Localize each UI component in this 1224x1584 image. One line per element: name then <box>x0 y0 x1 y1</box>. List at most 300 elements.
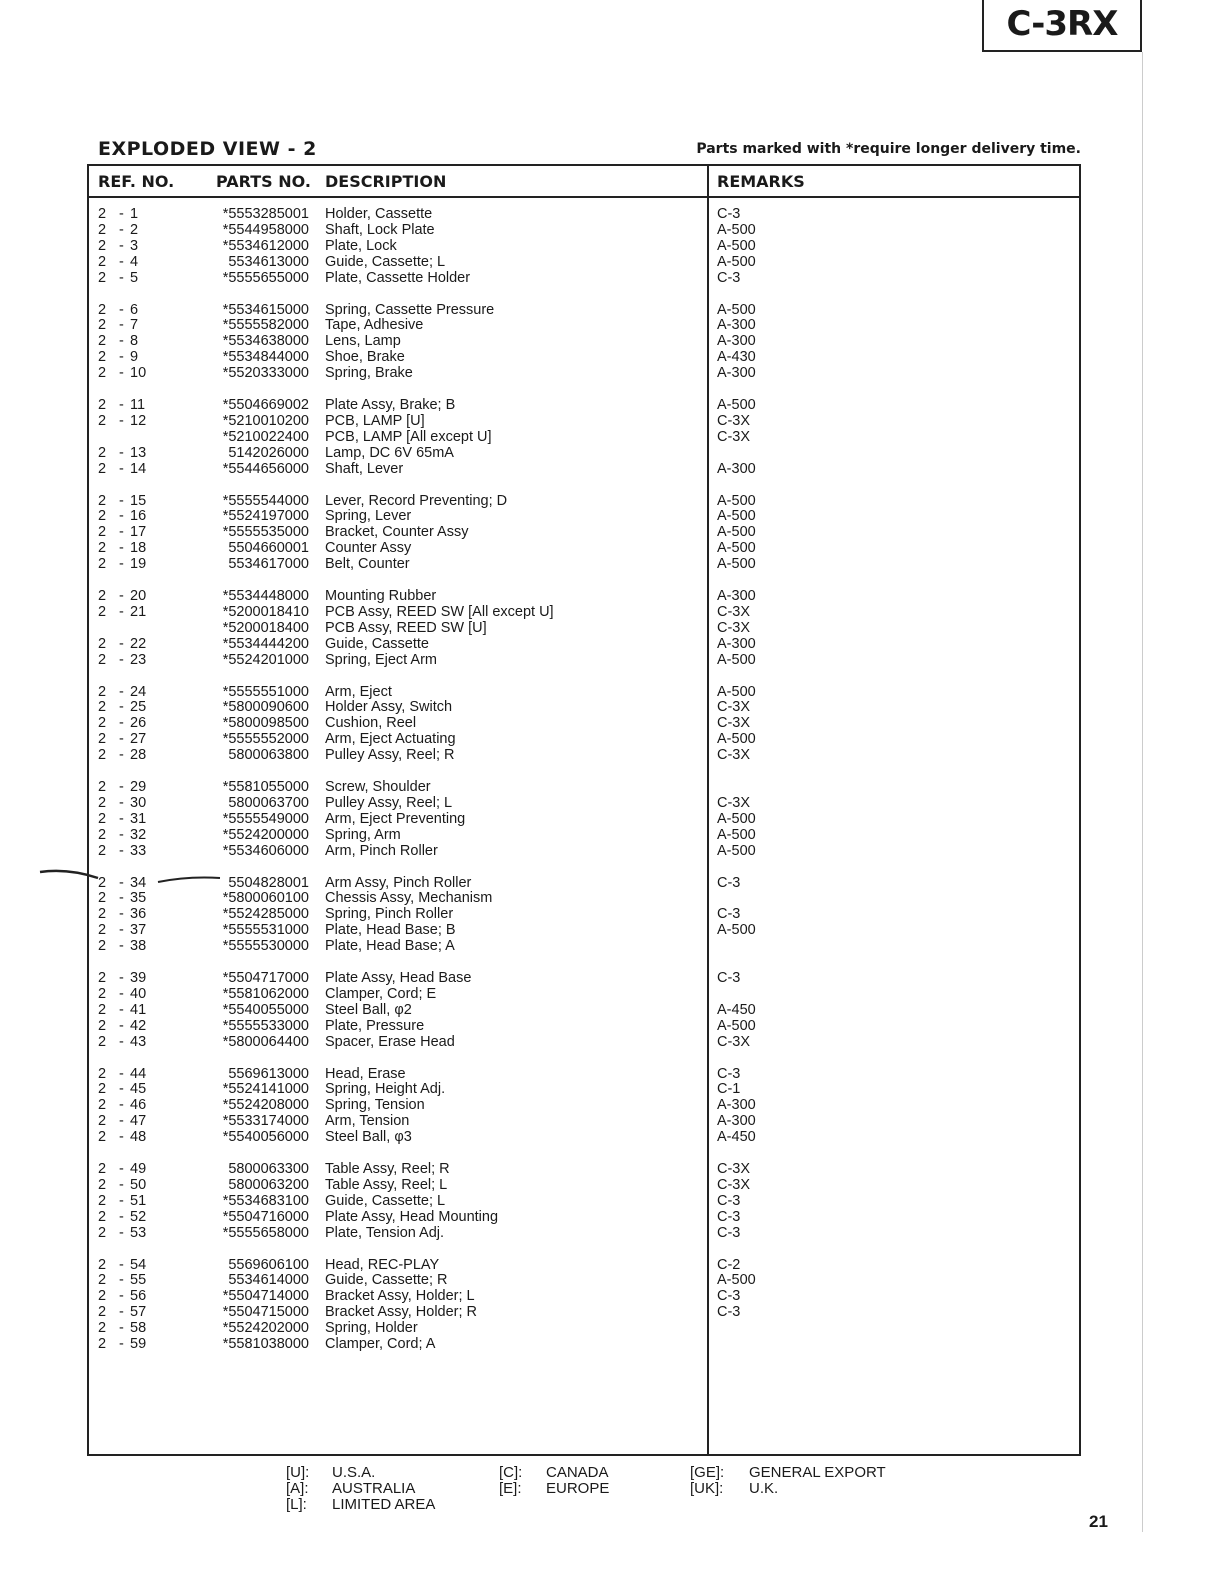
part-description: Plate Assy, Head Mounting <box>325 1208 499 1225</box>
ref-number: 10 <box>130 365 147 382</box>
part-number: *5534844000 <box>222 349 309 366</box>
ref-number: 46 <box>130 1097 147 1114</box>
part-description: Arm Assy, Pinch Roller <box>325 874 472 891</box>
ref-group: 2 <box>98 269 107 286</box>
part-number: *5581038000 <box>222 1336 309 1352</box>
part-description: Spring, Holder <box>325 1320 418 1337</box>
ref-group: 2 <box>98 1081 107 1098</box>
part-number: 5534617000 <box>228 556 309 573</box>
part-number: 5569613000 <box>228 1065 309 1082</box>
ref-group: 2 <box>98 683 107 700</box>
ref-number: 37 <box>130 922 147 939</box>
part-number: *5504715000 <box>222 1304 309 1321</box>
ref-number: 36 <box>130 906 147 923</box>
ref-dash: - <box>119 1065 124 1082</box>
ref-number: 52 <box>130 1208 147 1225</box>
part-description: Guide, Cassette; R <box>325 1272 448 1289</box>
ref-group: 2 <box>98 301 107 318</box>
part-remarks: A-500 <box>717 731 756 748</box>
ref-group: 2 <box>98 1113 107 1130</box>
ref-number: 45 <box>130 1081 147 1098</box>
part-description: Holder, Cassette <box>325 206 433 222</box>
part-remarks: A-500 <box>717 237 756 254</box>
ref-dash: - <box>119 810 124 827</box>
part-description: Spring, Lever <box>325 508 412 525</box>
ref-group: 2 <box>98 874 107 891</box>
ref-number: 16 <box>130 508 147 525</box>
ref-dash: - <box>119 1224 124 1241</box>
part-number: *5534606000 <box>222 842 309 859</box>
ref-dash: - <box>119 365 124 382</box>
part-description: Arm, Eject Preventing <box>325 810 466 827</box>
ref-number: 21 <box>130 603 147 620</box>
ref-group: 2 <box>98 1224 107 1241</box>
ref-group: 2 <box>98 317 107 334</box>
part-number: *5555533000 <box>222 1017 309 1034</box>
ref-group: 2 <box>98 938 107 955</box>
part-remarks: A-500 <box>717 508 756 525</box>
ref-dash: - <box>119 747 124 764</box>
part-remarks: A-450 <box>717 1001 756 1018</box>
part-remarks: A-300 <box>717 1113 756 1130</box>
ref-number: 48 <box>130 1129 147 1146</box>
ref-group: 2 <box>98 603 107 620</box>
part-remarks: A-500 <box>717 253 756 270</box>
part-number: 5569606100 <box>228 1256 309 1273</box>
ref-dash: - <box>119 651 124 668</box>
ref-number: 39 <box>130 970 147 986</box>
ref-group: 2 <box>98 699 107 716</box>
part-number: *5544656000 <box>222 460 309 477</box>
ref-number: 3 <box>130 237 139 254</box>
ref-number: 14 <box>130 460 147 477</box>
part-remarks: C-3X <box>717 699 751 716</box>
ref-number: 27 <box>130 731 147 748</box>
part-description: Lens, Lamp <box>325 333 401 350</box>
ref-dash: - <box>119 890 124 907</box>
ref-number: 5 <box>130 269 139 286</box>
ref-group: 2 <box>98 444 107 461</box>
model-title: C-3RX <box>982 0 1142 52</box>
ref-group: 2 <box>98 524 107 541</box>
part-description: Table Assy, Reel; R <box>325 1161 450 1177</box>
ref-number: 24 <box>130 683 147 700</box>
part-number: *5504714000 <box>222 1288 309 1305</box>
part-description: PCB Assy, REED SW [U] <box>325 619 487 636</box>
part-number: 5504828001 <box>228 874 309 891</box>
ref-number: 18 <box>130 540 147 557</box>
ref-dash: - <box>119 826 124 843</box>
ref-dash: - <box>119 1256 124 1273</box>
ref-group: 2 <box>98 492 107 509</box>
part-number: *5581055000 <box>222 779 309 795</box>
part-remarks: C-3 <box>717 874 741 891</box>
ref-group: 2 <box>98 810 107 827</box>
part-number: *5504717000 <box>222 970 309 986</box>
page-edge-line <box>1142 52 1143 1532</box>
ref-dash: - <box>119 253 124 270</box>
part-description: PCB, LAMP [U] <box>325 412 425 429</box>
ref-dash: - <box>119 1017 124 1034</box>
ref-number: 57 <box>130 1304 147 1321</box>
part-remarks: C-3 <box>717 269 741 286</box>
ref-number: 32 <box>130 826 147 843</box>
part-number: 5534613000 <box>228 253 309 270</box>
ref-dash: - <box>119 603 124 620</box>
legend-code: [C]: <box>499 1464 523 1481</box>
part-description: Guide, Cassette; L <box>325 253 446 270</box>
part-description: Spring, Arm <box>325 826 401 843</box>
ref-number: 17 <box>130 524 147 541</box>
ref-group: 2 <box>98 985 107 1002</box>
part-description: Arm, Pinch Roller <box>325 842 438 859</box>
ref-dash: - <box>119 540 124 557</box>
legend-code: [A]: <box>286 1480 309 1497</box>
ref-dash: - <box>119 444 124 461</box>
part-description: Steel Ball, φ2 <box>325 1001 412 1018</box>
ref-group: 2 <box>98 970 107 986</box>
part-number: 5504660001 <box>228 540 309 557</box>
part-number: *5540056000 <box>222 1129 309 1146</box>
part-number: *5555530000 <box>222 938 309 955</box>
part-number: *5581062000 <box>222 985 309 1002</box>
ref-number: 19 <box>130 556 147 573</box>
part-remarks: C-3 <box>717 1065 741 1082</box>
ref-group: 2 <box>98 1320 107 1337</box>
part-description: Spring, Cassette Pressure <box>325 301 495 318</box>
part-number: 5800063300 <box>228 1161 309 1177</box>
legend-name: U.S.A. <box>332 1464 376 1481</box>
part-remarks: C-3X <box>717 619 751 636</box>
ref-dash: - <box>119 1097 124 1114</box>
part-remarks: A-300 <box>717 588 756 604</box>
part-number: 5142026000 <box>228 444 309 461</box>
part-remarks: A-500 <box>717 556 756 573</box>
ref-dash: - <box>119 1033 124 1050</box>
ref-dash: - <box>119 333 124 350</box>
ref-dash: - <box>119 524 124 541</box>
ref-group: 2 <box>98 922 107 939</box>
ref-number: 11 <box>130 397 146 413</box>
part-number: *5555552000 <box>222 731 309 748</box>
part-remarks: A-300 <box>717 1097 756 1114</box>
column-header-description: DESCRIPTION <box>325 172 447 191</box>
ref-number: 34 <box>130 874 147 891</box>
part-number: *5534683100 <box>222 1192 309 1209</box>
part-remarks: A-500 <box>717 301 756 318</box>
column-header-parts: PARTS NO. <box>216 172 311 191</box>
ref-group: 2 <box>98 1161 107 1177</box>
part-description: Spring, Pinch Roller <box>325 906 454 923</box>
part-remarks: A-300 <box>717 460 756 477</box>
ref-group: 2 <box>98 237 107 254</box>
ref-group: 2 <box>98 1192 107 1209</box>
ref-number: 53 <box>130 1224 147 1241</box>
ref-group: 2 <box>98 253 107 270</box>
part-description: Shaft, Lever <box>325 460 404 477</box>
ref-group: 2 <box>98 460 107 477</box>
ref-number: 56 <box>130 1288 147 1305</box>
part-remarks: C-3 <box>717 1224 741 1241</box>
ref-dash: - <box>119 922 124 939</box>
part-number: *5544958000 <box>222 221 309 238</box>
remarks-column-divider <box>707 164 709 1456</box>
ref-dash: - <box>119 1113 124 1130</box>
part-remarks: A-500 <box>717 221 756 238</box>
ref-dash: - <box>119 317 124 334</box>
part-remarks: A-500 <box>717 842 756 859</box>
ref-number: 44 <box>130 1065 147 1082</box>
part-remarks: C-1 <box>717 1081 741 1098</box>
column-header-ref: REF. NO. <box>98 172 175 191</box>
section-title: EXPLODED VIEW - 2 <box>98 138 317 160</box>
part-remarks: A-300 <box>717 333 756 350</box>
part-description: Counter Assy <box>325 540 412 557</box>
ref-dash: - <box>119 1304 124 1321</box>
part-remarks: C-3X <box>717 715 751 732</box>
ref-dash: - <box>119 731 124 748</box>
part-remarks: C-3 <box>717 970 741 986</box>
ref-number: 26 <box>130 715 147 732</box>
part-description: Clamper, Cord; A <box>325 1336 436 1352</box>
part-description: Cushion, Reel <box>325 715 417 732</box>
part-description: Plate, Head Base; A <box>325 938 455 955</box>
part-number: 5800063200 <box>228 1176 309 1193</box>
ref-group: 2 <box>98 651 107 668</box>
ref-number: 50 <box>130 1176 147 1193</box>
ref-dash: - <box>119 397 124 413</box>
part-remarks: C-3X <box>717 603 751 620</box>
part-description: Bracket Assy, Holder; L <box>325 1288 475 1305</box>
ref-group: 2 <box>98 1033 107 1050</box>
ref-number: 28 <box>130 747 147 764</box>
part-remarks: C-3 <box>717 1208 741 1225</box>
ref-group: 2 <box>98 747 107 764</box>
delivery-note: Parts marked with *require longer delivery time. <box>696 141 1081 157</box>
ref-dash: - <box>119 985 124 1002</box>
legend-name: CANADA <box>546 1464 609 1481</box>
part-remarks: C-3X <box>717 1161 751 1177</box>
part-number: *5210010200 <box>222 412 309 429</box>
ref-dash: - <box>119 970 124 986</box>
ref-group: 2 <box>98 1336 107 1352</box>
part-description: Bracket Assy, Holder; R <box>325 1304 478 1321</box>
ref-group: 2 <box>98 906 107 923</box>
part-number: *5800098500 <box>222 715 309 732</box>
legend-code: [UK]: <box>690 1480 724 1497</box>
part-description: Holder Assy, Switch <box>325 699 453 716</box>
part-number: 5534614000 <box>228 1272 309 1289</box>
ref-number: 12 <box>130 412 147 429</box>
ref-number: 41 <box>130 1001 147 1018</box>
ref-group: 2 <box>98 1017 107 1034</box>
ref-number: 15 <box>130 492 147 509</box>
part-remarks: C-3 <box>717 206 741 222</box>
ref-group: 2 <box>98 715 107 732</box>
part-number: *5524141000 <box>222 1081 309 1098</box>
ref-number: 59 <box>130 1336 147 1352</box>
part-description: Guide, Cassette <box>325 635 429 652</box>
part-number: *5553285001 <box>222 206 309 222</box>
ref-dash: - <box>119 1320 124 1337</box>
part-number: *5524208000 <box>222 1097 309 1114</box>
part-remarks: A-300 <box>717 365 756 382</box>
part-remarks: A-500 <box>717 922 756 939</box>
part-description: Chessis Assy, Mechanism <box>325 890 493 907</box>
part-remarks: A-450 <box>717 1129 756 1146</box>
part-description: Spring, Eject Arm <box>325 651 438 668</box>
part-description: Lamp, DC 6V 65mA <box>325 444 454 461</box>
ref-dash: - <box>119 938 124 955</box>
ref-group: 2 <box>98 890 107 907</box>
ref-group: 2 <box>98 826 107 843</box>
part-number: *5210022400 <box>222 428 309 445</box>
part-number: *5504716000 <box>222 1208 309 1225</box>
part-description: Pulley Assy, Reel; L <box>325 794 453 811</box>
legend-code: [E]: <box>499 1480 522 1497</box>
ref-dash: - <box>119 492 124 509</box>
part-remarks: A-500 <box>717 540 756 557</box>
part-description: Bracket, Counter Assy <box>325 524 469 541</box>
part-description: Head, Erase <box>325 1065 406 1082</box>
part-remarks: A-500 <box>717 524 756 541</box>
ref-dash: - <box>119 508 124 525</box>
ref-dash: - <box>119 237 124 254</box>
part-number: *5534638000 <box>222 333 309 350</box>
ref-group: 2 <box>98 397 107 413</box>
ref-group: 2 <box>98 1001 107 1018</box>
ref-dash: - <box>119 1336 124 1352</box>
part-remarks: C-3X <box>717 794 751 811</box>
ref-dash: - <box>119 1192 124 1209</box>
part-remarks: C-3X <box>717 1176 751 1193</box>
part-description: Screw, Shoulder <box>325 779 431 795</box>
part-number: *5555531000 <box>222 922 309 939</box>
part-remarks: C-3X <box>717 1033 751 1050</box>
part-number: *5534612000 <box>222 237 309 254</box>
ref-dash: - <box>119 556 124 573</box>
part-remarks: C-3 <box>717 1192 741 1209</box>
ref-dash: - <box>119 874 124 891</box>
ref-number: 58 <box>130 1320 147 1337</box>
ref-group: 2 <box>98 508 107 525</box>
ref-number: 4 <box>130 253 139 270</box>
ref-group: 2 <box>98 365 107 382</box>
part-description: Plate, Head Base; B <box>325 922 456 939</box>
ref-dash: - <box>119 699 124 716</box>
ref-dash: - <box>119 301 124 318</box>
ref-number: 2 <box>130 221 139 238</box>
part-description: PCB Assy, REED SW [All except U] <box>325 603 554 620</box>
ref-number: 22 <box>130 635 147 652</box>
part-remarks: C-3 <box>717 1304 741 1321</box>
ref-number: 54 <box>130 1256 147 1273</box>
part-description: Pulley Assy, Reel; R <box>325 747 455 764</box>
ref-number: 33 <box>130 842 147 859</box>
ref-group: 2 <box>98 556 107 573</box>
ref-number: 35 <box>130 890 147 907</box>
part-remarks: C-2 <box>717 1256 741 1273</box>
ref-dash: - <box>119 635 124 652</box>
part-remarks: C-3X <box>717 747 751 764</box>
ref-number: 29 <box>130 779 147 795</box>
part-remarks: A-500 <box>717 826 756 843</box>
legend-name: GENERAL EXPORT <box>749 1464 886 1481</box>
part-remarks: A-500 <box>717 1272 756 1289</box>
legend-code: [GE]: <box>690 1464 725 1481</box>
ref-number: 49 <box>130 1161 147 1177</box>
ref-dash: - <box>119 715 124 732</box>
ref-group: 2 <box>98 1208 107 1225</box>
part-description: Guide, Cassette; L <box>325 1192 446 1209</box>
ref-group: 2 <box>98 412 107 429</box>
part-number: *5555549000 <box>222 810 309 827</box>
part-number: *5534615000 <box>222 301 309 318</box>
part-description: Mounting Rubber <box>325 588 437 604</box>
ref-dash: - <box>119 1176 124 1193</box>
part-description: Spring, Brake <box>325 365 413 382</box>
part-description: Plate, Lock <box>325 237 397 254</box>
part-description: Plate Assy, Brake; B <box>325 397 456 413</box>
ref-dash: - <box>119 842 124 859</box>
part-description: Steel Ball, φ3 <box>325 1129 412 1146</box>
part-remarks: A-300 <box>717 635 756 652</box>
part-number: *5534448000 <box>222 588 309 604</box>
ref-group: 2 <box>98 842 107 859</box>
part-description: Shaft, Lock Plate <box>325 221 435 238</box>
legend-name: U.K. <box>749 1480 779 1497</box>
part-description: Arm, Eject <box>325 683 392 700</box>
ref-dash: - <box>119 779 124 795</box>
part-description: Clamper, Cord; E <box>325 985 437 1002</box>
ref-number: 7 <box>130 317 139 334</box>
part-remarks: A-300 <box>717 317 756 334</box>
ref-dash: - <box>119 1272 124 1289</box>
ref-group: 2 <box>98 1176 107 1193</box>
ref-dash: - <box>119 412 124 429</box>
legend-code: [L]: <box>286 1496 307 1513</box>
part-description: Shoe, Brake <box>325 349 405 366</box>
part-number: *5524201000 <box>222 651 309 668</box>
ref-number: 43 <box>130 1033 147 1050</box>
ref-group: 2 <box>98 1129 107 1146</box>
legend-name: AUSTRALIA <box>332 1480 416 1497</box>
part-number: *5555551000 <box>222 683 309 700</box>
part-remarks: A-500 <box>717 1017 756 1034</box>
ref-dash: - <box>119 1129 124 1146</box>
part-description: Plate, Tension Adj. <box>325 1224 445 1241</box>
ref-number: 20 <box>130 588 147 604</box>
ref-dash: - <box>119 588 124 604</box>
part-description: Lever, Record Preventing; D <box>325 492 508 509</box>
ref-number: 23 <box>130 651 147 668</box>
part-description: Arm, Tension <box>325 1113 410 1130</box>
part-number: *5540055000 <box>222 1001 309 1018</box>
part-number: *5534444200 <box>222 635 309 652</box>
ref-group: 2 <box>98 1065 107 1082</box>
ref-dash: - <box>119 1288 124 1305</box>
ref-number: 47 <box>130 1113 147 1130</box>
ref-group: 2 <box>98 206 107 222</box>
ref-group: 2 <box>98 635 107 652</box>
part-number: *5555658000 <box>222 1224 309 1241</box>
part-remarks: C-3X <box>717 412 751 429</box>
column-header-remarks: REMARKS <box>717 172 805 191</box>
ref-number: 1 <box>130 206 139 222</box>
ref-group: 2 <box>98 1272 107 1289</box>
ref-dash: - <box>119 460 124 477</box>
part-number: *5200018410 <box>222 603 309 620</box>
